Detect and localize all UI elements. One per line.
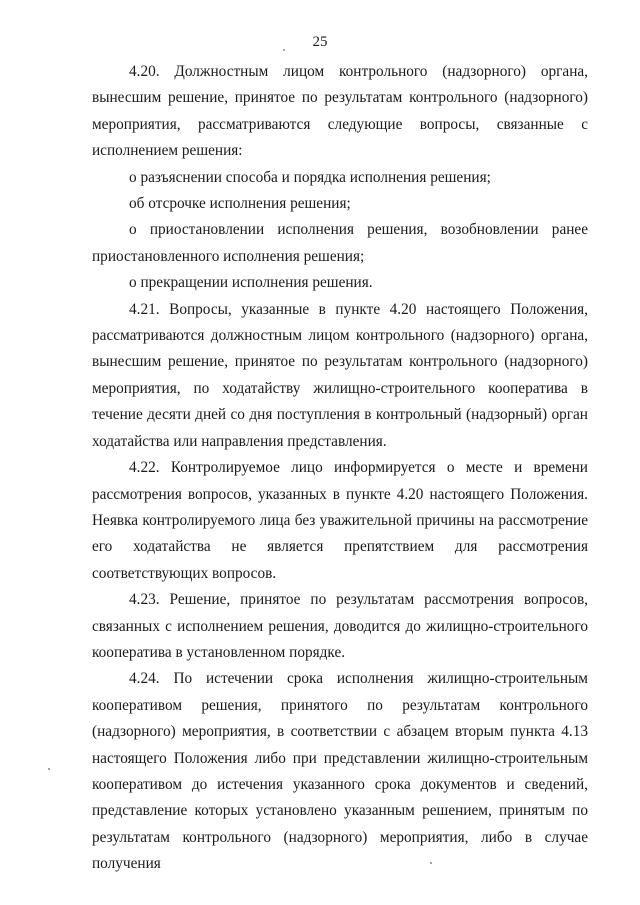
paragraph-4-20: 4.20. Должностным лицом контрольного (надзорного) органа, вынесшим решение, принятое по результатам контрольного (надзорного) мероприятия, рассматриваются следующие вопросы, связанные с исполнением решения:: [92, 63, 588, 160]
paragraph-4-21: 4.21. Вопросы, указанные в пункте 4.20 настоящего Положения, рассматриваются должностным лицом контрольного (надзорного) органа, вынесшим решение, принятое по результатам контрольного (надзорного) мероприятия, по ходатайству жилищно-строительного кооператива в течение десяти дней со дня поступления в контрольный (надзорный) орган ходатайства или направления представления.: [92, 300, 588, 450]
list-item-clarification: о разъяснении способа и порядка исполнения решения;: [129, 168, 491, 186]
list-item-suspension: о приостановлении исполнения решения, возобновлении ранее приостановленного исполнения решения;: [92, 221, 588, 265]
paragraph-4-23: 4.23. Решение, принятое по результатам рассмотрения вопросов, связанных с исполнением решения, доводится до жилищно-строительного кооператива в установленном порядке.: [92, 591, 588, 661]
scan-speck: [48, 768, 50, 770]
document-body: [92, 59, 588, 878]
paragraph-4-24: 4.24. По истечении срока исполнения жилищно-строительным кооперативом решения, принятого по результатам контрольного (надзорного) мероприятия, в соответствии с абзацем вторым пункта 4.13 настоящего Положения либо при представлении жилищно-строительным кооперативом до истечения указанного срока документов и сведений, представление которых установлено указанным решением, принятым по результатам контрольного (надзорного) мероприятия, либо в случае получения: [92, 670, 588, 873]
page-number: 25: [312, 34, 328, 50]
paragraph-4-22: 4.22. Контролируемое лицо информируется о месте и времени рассмотрения вопросов, указанных в пункте 4.20 настоящего Положения. Неявка контролируемого лица без уважительной причины на рассмотрение его ходатайства не является препятствием для рассмотрения соответствующих вопросов.: [92, 459, 588, 582]
scan-speck: [430, 862, 432, 864]
list-item-deferral: об отсрочке исполнения решения;: [129, 195, 351, 213]
scan-speck: [283, 49, 285, 51]
list-item-termination: о прекращении исполнения решения.: [129, 274, 373, 292]
